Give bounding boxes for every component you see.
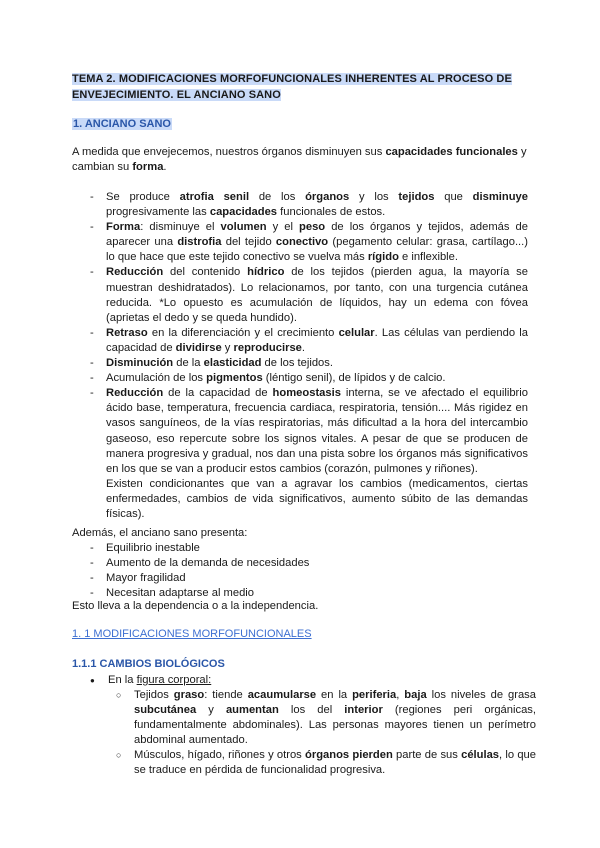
title-line-2: ENVEJECIMIENTO. EL ANCIANO SANO bbox=[72, 89, 281, 101]
list-item: - Mayor fragilidad bbox=[90, 571, 528, 586]
section-heading-anciano-sano: 1. ANCIANO SANO bbox=[73, 118, 171, 130]
list-item: - Equilibrio inestable bbox=[90, 541, 528, 556]
title-line-1: TEMA 2. MODIFICACIONES MORFOFUNCIONALES INHERENTES AL PROCESO DE bbox=[72, 73, 512, 85]
list-item: - Reducción del contenido hídrico de los tejidos (pierden agua, la mayoría se muestran deshidratados). Lo relacionamos, por tanto, con una turgencia cutánea reducida. *Lo opuesto es acumulación de líquidos, hay un edema con fóvea (aprietas el dedo y se queda hundido). bbox=[90, 265, 528, 325]
section-heading-cambios-biologicos: 1.1.1 CAMBIOS BIOLÓGICOS bbox=[72, 658, 225, 670]
list-item: - Se produce atrofia senil de los órganos y los tejidos que disminuye progresivamente las capacidades funcionales de estos. bbox=[90, 190, 528, 220]
list-item-continuation: Existen condicionantes que van a agravar los cambios (medicamentos, ciertas enfermedades, cambios de vida significativos, aumento súbito de las demandas físicas). bbox=[106, 477, 528, 520]
list-item: ● En la figura corporal: ○ Tejidos graso: tiende acaumularse en la periferia, baja los niveles de grasa subcutánea y aumentan los del interior (regiones peri orgánicas, fundamentalmente abdominales). Las personas mayores tienen un perímetro abdominal aumentado. ○ Músculos, hígado, riñones y otros órganos pierden parte de sus células, lo que se traduce en pérdida de funcionalidad progresiva. bbox=[90, 673, 530, 778]
list-item: - Retraso en la diferenciación y el crecimiento celular. Las células van perdiendo la capacidad de dividirse y reproducirse. bbox=[90, 326, 528, 356]
list-item: - Disminución de la elasticidad de los tejidos. bbox=[90, 356, 528, 371]
ademas-paragraph: Además, el anciano sano presenta: bbox=[72, 527, 248, 539]
list-item: - Necesitan adaptarse al medio bbox=[90, 586, 528, 601]
anciano-sano-list bbox=[90, 541, 528, 601]
sub-list-item: ○ Músculos, hígado, riñones y otros órganos pierden parte de sus células, lo que se traduce en pérdida de funcionalidad progresiva. bbox=[116, 748, 536, 778]
biological-changes-list bbox=[90, 673, 536, 778]
sub-list-item: ○ Tejidos graso: tiende acaumularse en la periferia, baja los niveles de grasa subcutánea y aumentan los del interior (regiones peri orgánicas, fundamentalmente abdominales). Las personas mayores tienen un perímetro abdominal aumentado. bbox=[116, 688, 536, 748]
list-item: - Reducción de la capacidad de homeostasis interna, se ve afectado el equilibrio ácido base, temperatura, frecuencia cardiaca, respiratoria, tensión.... Más rigidez en vasos sanguíneos, de la vías respiratorias, más dificultad a la hora del intercambio gaseoso, eso repercute sobre los signos vitales. A pesar de que se producen de manera progresiva y gradual, nos dan una pista sobre los órganos más significativos en los que se van a producir estos cambios (corazón, pulmones y riñones). bbox=[90, 386, 528, 477]
list-item: - Acumulación de los pigmentos (léntigo senil), de lípidos y de calcio. bbox=[90, 371, 528, 386]
list-item: - Aumento de la demanda de necesidades bbox=[90, 556, 528, 571]
document-title bbox=[72, 71, 532, 103]
section-heading-modificaciones: 1. 1 MODIFICACIONES MORFOFUNCIONALES bbox=[72, 628, 312, 640]
list-item: - Forma: disminuye el volumen y el peso de los órganos y tejidos, además de aparecer una distrofia del tejido conectivo (pegamento celular: grasa, cartílago...) lo que hace que este tejido conectivo se vuelva más rígido e inflexible. bbox=[90, 220, 528, 265]
esto-paragraph: Esto lleva a la dependencia o a la independencia. bbox=[72, 600, 319, 612]
sub-list bbox=[116, 688, 536, 778]
intro-paragraph: A medida que envejecemos, nuestros órganos disminuyen sus capacidades funcionales y cambian su forma. bbox=[72, 146, 527, 173]
changes-list bbox=[90, 190, 528, 522]
